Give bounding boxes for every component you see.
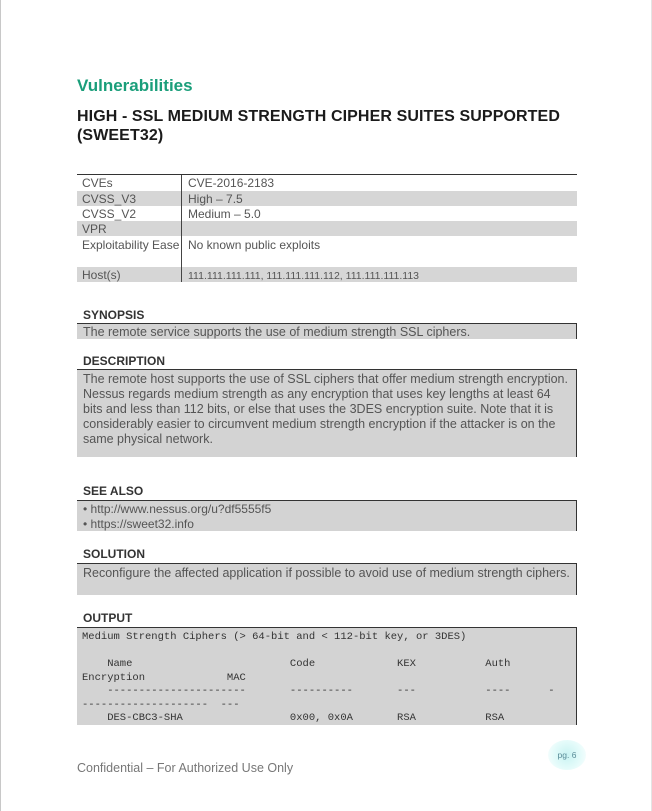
- meta-key: CVSS_V3: [77, 191, 182, 206]
- solution-label: SOLUTION: [83, 547, 145, 561]
- meta-key: CVEs: [77, 175, 182, 191]
- vulnerability-title: HIGH - SSL MEDIUM STRENGTH CIPHER SUITES SUPPORTED (SWEET32): [77, 108, 560, 144]
- meta-row-cves: [77, 175, 577, 191]
- meta-row-exploitability: [77, 236, 577, 267]
- see-also-link[interactable]: • https://sweet32.info: [83, 517, 194, 531]
- see-also-label: SEE ALSO: [83, 484, 144, 498]
- confidential-footer: Confidential – For Authorized Use Only: [77, 761, 294, 775]
- meta-value: No known public exploits: [188, 238, 321, 252]
- meta-value: Medium – 5.0: [188, 207, 261, 221]
- meta-key: Exploitability Ease: [77, 236, 182, 267]
- section-title: Vulnerabilities: [77, 76, 193, 95]
- meta-value: [182, 221, 577, 236]
- output-box: Medium Strength Ciphers (> 64-bit and < 112-bit key, or 3DES) Name Code KEX Auth Encryption MAC ---------------------- ---------- --- ---- - -------------------- --- DES-CBC3-SHA 0x00, 0x0A RSA RSA: [77, 627, 577, 725]
- meta-row-hosts: [77, 267, 577, 282]
- meta-key: VPR: [77, 221, 182, 236]
- description-box: The remote host supports the use of SSL ciphers that offer medium strength encryption. Nessus regards medium strength as any encryption that uses key lengths at least 64 bits and less than 112 bits, or else that uses the 3DES encryption suite. Note that it is considerably easier to circumvent medium strength encryption if the attacker is on the same physical network.: [77, 369, 577, 457]
- meta-key: CVSS_V2: [77, 206, 182, 221]
- meta-value: 111.111.111.111, 111.111.111.112, 111.111.111.113: [188, 270, 420, 282]
- meta-value: CVE-2016-2183: [188, 176, 275, 190]
- see-also-link[interactable]: • http://www.nessus.org/u?df5555f5: [83, 502, 272, 516]
- solution-box: Reconfigure the affected application if possible to avoid use of medium strength ciphers.: [77, 563, 577, 595]
- meta-key: Host(s): [77, 267, 182, 282]
- page-left-edge: [0, 0, 1, 811]
- meta-row-vpr: [77, 221, 577, 236]
- meta-row-cvss-v3: [77, 191, 577, 206]
- vulnerability-meta-table: [77, 174, 577, 282]
- description-label: DESCRIPTION: [83, 354, 166, 368]
- meta-row-cvss-v2: [77, 206, 577, 221]
- synopsis-box: The remote service supports the use of medium strength SSL ciphers.: [77, 323, 577, 339]
- see-also-box: [77, 500, 577, 531]
- synopsis-label: SYNOPSIS: [83, 308, 145, 322]
- output-label: OUTPUT: [83, 611, 133, 625]
- page-number-badge: pg. 6: [548, 740, 586, 770]
- meta-value: High – 7.5: [188, 192, 243, 206]
